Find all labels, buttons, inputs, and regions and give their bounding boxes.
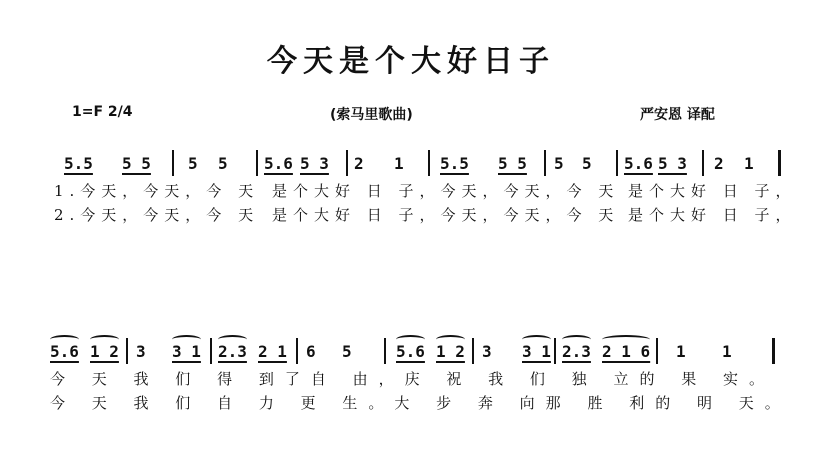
note: 1 2: [436, 342, 465, 361]
note: 1: [394, 154, 404, 173]
song-title: 今天是个大好日子: [267, 44, 555, 79]
note: 5: [218, 154, 228, 173]
bar-line: [428, 150, 430, 176]
note: 2.3: [218, 342, 247, 361]
note: 1 2: [90, 342, 119, 361]
note: 5: [582, 154, 592, 173]
note: 5.6: [624, 154, 653, 173]
note: 6: [306, 342, 316, 361]
note: 2: [354, 154, 364, 173]
bar-line: [256, 150, 258, 176]
note: 1: [676, 342, 686, 361]
note: 5.5: [64, 154, 93, 173]
note: 5: [188, 154, 198, 173]
lyric-segment: 2.今天，今天，今 天: [54, 206, 260, 224]
lyric-segment: 1.今天，今天，今 天: [54, 182, 260, 200]
bar-line: [656, 338, 658, 364]
lyric-verse-1: [50, 368, 790, 392]
lyric-segment: 今 天 我 们 得 到了自 由，庆 祝 我 们 独 立的 果 实。: [50, 370, 775, 388]
lyric-verse-2: [50, 392, 790, 416]
score-line-1: [50, 154, 797, 228]
end-bar-line: [778, 150, 781, 176]
note: 2.3: [562, 342, 591, 361]
score-line-2: [50, 342, 790, 416]
bar-line: [210, 338, 212, 364]
lyric-segment: 是个大好 日 子，今天，今天，今 天: [272, 206, 620, 224]
note: 2 1: [258, 342, 287, 361]
bar-line: [702, 150, 704, 176]
note: 2: [714, 154, 724, 173]
bar-line: [126, 338, 128, 364]
song-origin: (索马里歌曲): [330, 107, 413, 123]
bar-line: [616, 150, 618, 176]
translator-credit: 严安恩 译配: [640, 107, 715, 123]
bar-line: [172, 150, 174, 176]
note: 5: [554, 154, 564, 173]
note: 3 1: [172, 342, 201, 361]
note: 1: [744, 154, 754, 173]
note: 5 3: [300, 154, 329, 173]
note: 1: [722, 342, 732, 361]
notation-row-2: [50, 342, 790, 368]
bar-line: [296, 338, 298, 364]
note: 3: [136, 342, 146, 361]
lyric-segment: 是个大好 日 子，: [628, 182, 797, 200]
bar-line: [384, 338, 386, 364]
note: 5 5: [498, 154, 527, 173]
note: 3 1: [522, 342, 551, 361]
lyric-verse-2: [50, 204, 797, 228]
lyric-verse-1: [50, 180, 797, 204]
note: 3: [482, 342, 492, 361]
note: 5 5: [122, 154, 151, 173]
note: 5 3: [658, 154, 687, 173]
bar-line: [544, 150, 546, 176]
key-signature: 1=F 2/4: [72, 104, 133, 120]
lyric-segment: 是个大好 日 子，: [628, 206, 797, 224]
note: 5.5: [440, 154, 469, 173]
bar-line: [346, 150, 348, 176]
notation-row-1: [50, 154, 790, 180]
lyric-segment: 今 天 我 们 自 力 更 生。大 步 奔 向那 胜 利的 明 天。: [50, 394, 791, 412]
note: 5: [342, 342, 352, 361]
end-bar-line: [772, 338, 775, 364]
bar-line: [554, 338, 556, 364]
note: 5.6: [50, 342, 79, 361]
note: 5.6: [396, 342, 425, 361]
note: 5.6: [264, 154, 293, 173]
lyric-segment: 是个大好 日 子，今天，今天，今 天: [272, 182, 620, 200]
bar-line: [472, 338, 474, 364]
note: 2 1 6: [602, 342, 651, 361]
